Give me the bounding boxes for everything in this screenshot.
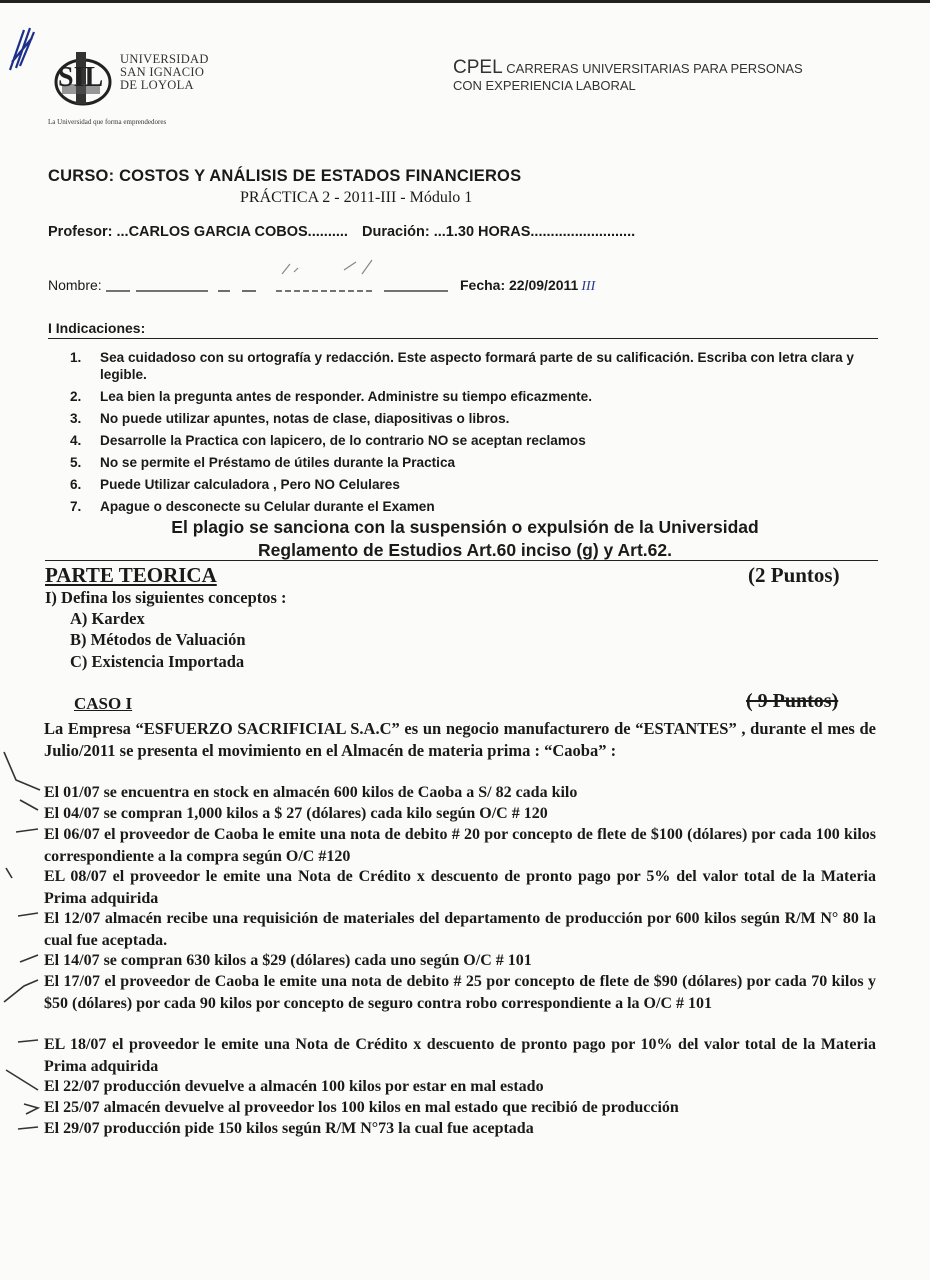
university-line-2: SAN IGNACIO [120, 65, 205, 79]
instruction-item: 4. Desarrolle la Practica con lapicero, de lo contrario NO se aceptan reclamos [70, 433, 586, 448]
case-item: El 06/07 el proveedor de Caoba le emite una nota de debito # 20 por concepto de flete de $100 (dólares) por cada 100 kilos correspondiente a la compra según O/C #120 [44, 826, 876, 865]
case-item: El 04/07 se compran 1,000 kilos a $ 27 (dólares) cada kilo según O/C # 120 [44, 805, 548, 822]
theory-points: (2 Puntos) [748, 563, 840, 587]
university-line-1: UNIVERSIDAD [120, 52, 209, 66]
instruction-item: 3. No puede utilizar apuntes, notas de clase, diapositivas o libros. [70, 411, 510, 426]
cpel-subtitle-1: CARRERAS UNIVERSITARIAS PARA PERSONAS [506, 61, 803, 76]
university-line-3: DE LOYOLA [120, 78, 194, 92]
regulation-reference: Reglamento de Estudios Art.60 inciso (g) y Art.62. [258, 540, 672, 560]
plagiarism-warning: El plagio se sanciona con la suspensión o expulsión de la Universidad [171, 517, 759, 537]
case-points: ( 9 Puntos) [746, 690, 839, 712]
case-item: El 29/07 producción pide 150 kilos según R/M N°73 la cual fue aceptada [44, 1120, 534, 1137]
instruction-item: 6. Puede Utilizar calculadora , Pero NO Celulares [70, 477, 400, 492]
case-item: EL 08/07 el proveedor le emite una Nota de Crédito x descuento de pronto pago por 5% del valor total de la Materia Prima adquirida [44, 868, 876, 907]
theory-section-title: PARTE TEORICA [45, 563, 217, 587]
logo-letters: SIL [58, 62, 104, 93]
case-item: El 12/07 almacén recibe una requisición de materiales del departamento de producción por 600 kilos según R/M N° 80 la cual fue aceptada. [44, 910, 876, 949]
practice-subtitle: PRÁCTICA 2 - 2011-III - Módulo 1 [240, 189, 473, 206]
case-item: El 25/07 almacén devuelve al proveedor los 100 kilos en mal estado que recibió de producción [44, 1099, 679, 1116]
professor-label: Profesor: ...CARLOS GARCIA COBOS.......... [48, 224, 348, 240]
case-title: CASO I [74, 694, 133, 713]
duration-label: Duración: ...1.30 HORAS.......................... [362, 224, 636, 240]
case-item: El 22/07 producción devuelve a almacén 100 kilos por estar en mal estado [44, 1078, 544, 1095]
university-logo-icon [48, 48, 118, 110]
theory-option-b: B) Métodos de Valuación [70, 630, 246, 649]
instruction-item: 5. No se permite el Préstamo de útiles durante la Practica [70, 455, 456, 470]
professor-line [48, 224, 635, 240]
instructions-title: I Indicaciones: [48, 320, 146, 336]
cpel-title: CPEL [453, 57, 503, 78]
instruction-item: 7. Apague o desconecte su Celular durante el Examen [70, 499, 435, 514]
exam-date-label: Fecha: 22/09/2011 [460, 277, 579, 293]
handwritten-tick-marks [0, 750, 46, 1150]
university-name [120, 53, 209, 92]
university-tagline: La Universidad que forma emprendedores [48, 118, 167, 126]
course-title: CURSO: COSTOS Y ANÁLISIS DE ESTADOS FINANCIEROS [48, 167, 522, 185]
instructions-list [70, 349, 880, 520]
theory-question: I) Defina los siguientes conceptos : [45, 588, 287, 607]
theory-option-c: C) Existencia Importada [70, 652, 245, 671]
cpel-header-line1 [453, 57, 803, 79]
student-name-label: Nombre: [48, 277, 102, 293]
scan-top-border [0, 0, 930, 3]
case-item: El 01/07 se encuentra en stock en almacén 600 kilos de Caoba a S/ 82 cada kilo [44, 784, 578, 801]
cpel-subtitle-2: CON EXPERIENCIA LABORAL [453, 78, 636, 93]
instruction-item: 2. Lea bien la pregunta antes de responder. Administre su tiempo eficazmente. [70, 389, 593, 404]
instruction-item: 1. Sea cuidadoso con su ortografía y redacción. Este aspecto formará parte de su calificación. Escriba con letra clara y legible. [70, 350, 854, 382]
instructions-rule [48, 338, 878, 339]
name-blank-line [104, 256, 454, 296]
theory-option-a: A) Kardex [70, 609, 145, 628]
case-item: El 17/07 el proveedor de Caoba le emite una nota de debito # 25 por concepto de flete de $90 (dólares) por cada 70 kilos y $50 (dólares) por cada 90 kilos por concepto de seguro contra robo correspondiente a la O/C # 101 [44, 973, 876, 1012]
exam-date [460, 277, 595, 295]
section-rule [45, 560, 878, 561]
case-item: El 14/07 se compran 630 kilos a $29 (dólares) cada uno según O/C # 101 [44, 952, 532, 969]
case-intro: La Empresa “ESFUERZO SACRIFICIAL S.A.C” es un negocio manufacturero de “ESTANTES” , durante el mes de Julio/2011 se presenta el movimiento en el Almacén de materia prima : “Caoba” : [44, 719, 876, 760]
handwritten-date-note: III [581, 279, 596, 294]
pen-scribble-mark [2, 22, 42, 74]
case-item: EL 18/07 el proveedor le emite una Nota de Crédito x descuento de pronto pago por 10% del valor total de la Materia Prima adquirida [44, 1036, 876, 1075]
